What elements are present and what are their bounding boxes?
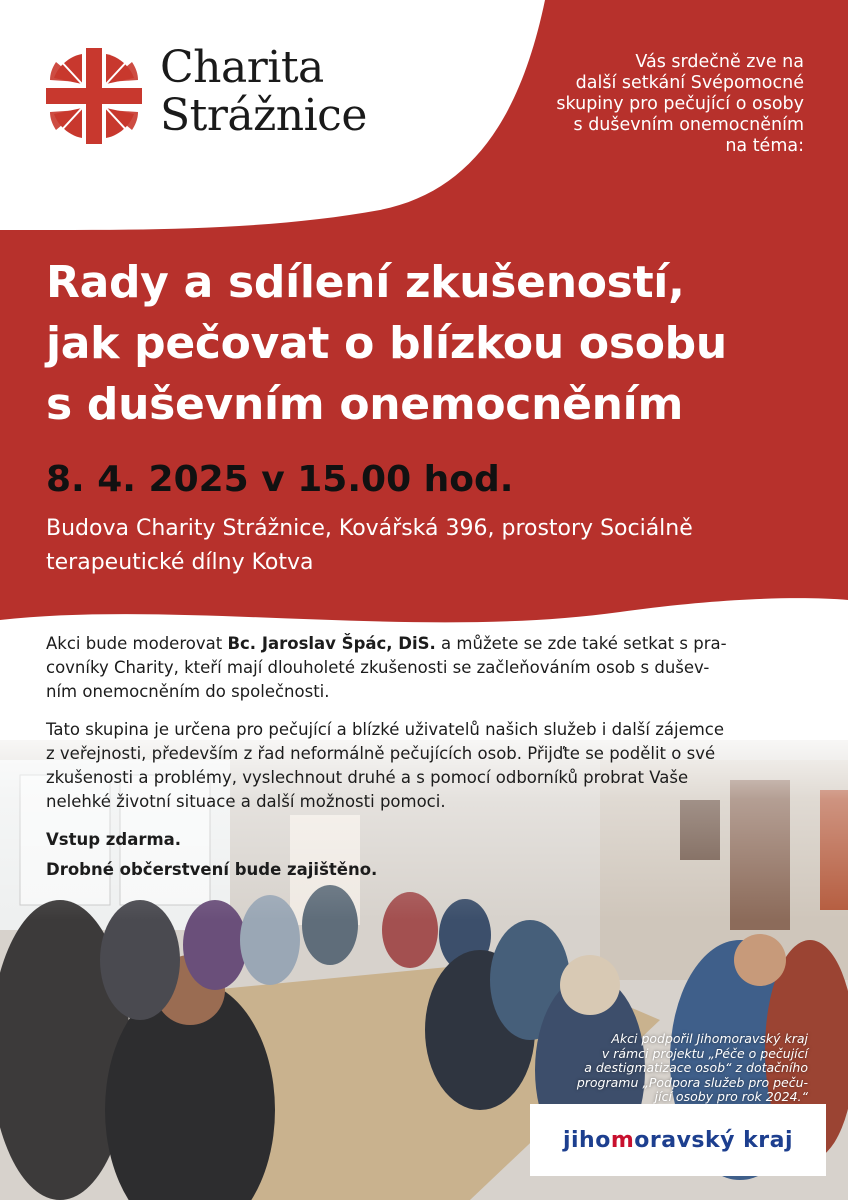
charita-logo-text <box>160 44 367 140</box>
venue-line: terapeutické dílny Kotva <box>46 550 314 575</box>
funding-note <box>538 1032 808 1105</box>
invitation-text <box>504 52 804 157</box>
funding-line: a destigmatizace osob“ z dotačního <box>584 1060 808 1075</box>
title-line: Rady a sdílení zkušeností, <box>46 257 685 308</box>
paragraph-line: covníky Charity, kteří mají dlouholeté zkušenosti se začleňováním osob s dušev- <box>46 658 710 677</box>
invite-line: s duševním onemocněním <box>573 115 804 135</box>
moderator-name: Bc. Jaroslav Špác, DiS. <box>227 634 436 653</box>
kraj-logo-text <box>563 1128 793 1153</box>
title-line: jak pečovat o blízkou osobu <box>46 318 727 369</box>
invite-line: další setkání Svépomocné <box>575 73 804 93</box>
paragraph-line <box>46 632 816 656</box>
paragraph-line: zkušenosti a problémy, vyslechnout druhé a s pomocí odborníků probrat Vaše <box>46 768 689 787</box>
invite-line: Vás srdečně zve na <box>635 52 804 72</box>
event-venue <box>46 512 826 580</box>
event-title <box>46 252 826 435</box>
funding-line: programu „Podpora služeb pro peču- <box>576 1074 808 1090</box>
paragraph-line: Tato skupina je určena pro pečující a blízké uživatelů našich služeb i další zájemce <box>46 720 725 739</box>
invite-line: skupiny pro pečující o osoby <box>556 94 804 114</box>
paragraph-line: ním onemocněním do společnosti. <box>46 682 330 701</box>
kraj-logo-accent: m <box>610 1127 635 1153</box>
text-fragment: a můžete se zde také setkat s pra- <box>435 634 727 653</box>
kraj-logo-part: jiho <box>562 1127 611 1153</box>
practical-info <box>46 828 816 882</box>
text-fragment: Akci bude moderovat <box>46 634 228 653</box>
charita-cross-icon <box>46 48 142 144</box>
moderator-paragraph <box>46 632 816 704</box>
funding-line: Akci podpořil Jihomoravský kraj <box>611 1031 808 1046</box>
audience-paragraph <box>46 718 816 814</box>
funding-line: jící osoby pro rok 2024.“ <box>654 1089 808 1104</box>
event-datetime: 8. 4. 2025 v 15.00 hod. <box>46 459 514 500</box>
venue-line: Budova Charity Strážnice, Kovářská 396, prostory Sociálně <box>46 516 693 541</box>
logo-line-1: Charita <box>160 42 324 93</box>
paragraph-line: z veřejnosti, především z řad neformálně pečujících osob. Přijďte se podělit o své <box>46 744 716 763</box>
logo-line-2: Strážnice <box>160 90 367 141</box>
funding-line: v rámci projektu „Péče o pečující <box>601 1045 808 1061</box>
kraj-logo-part: oravský kraj <box>634 1127 794 1153</box>
event-description <box>46 632 816 882</box>
jihomoravsky-kraj-logo <box>530 1104 826 1176</box>
refreshments-note: Drobné občerstvení bude zajištěno. <box>46 860 378 879</box>
free-entry-note: Vstup zdarma. <box>46 830 182 849</box>
invite-line: na téma: <box>725 136 804 156</box>
title-line: s duševním onemocněním <box>46 379 683 430</box>
paragraph-line: nelehké životní situace a další možnosti pomoci. <box>46 792 446 811</box>
